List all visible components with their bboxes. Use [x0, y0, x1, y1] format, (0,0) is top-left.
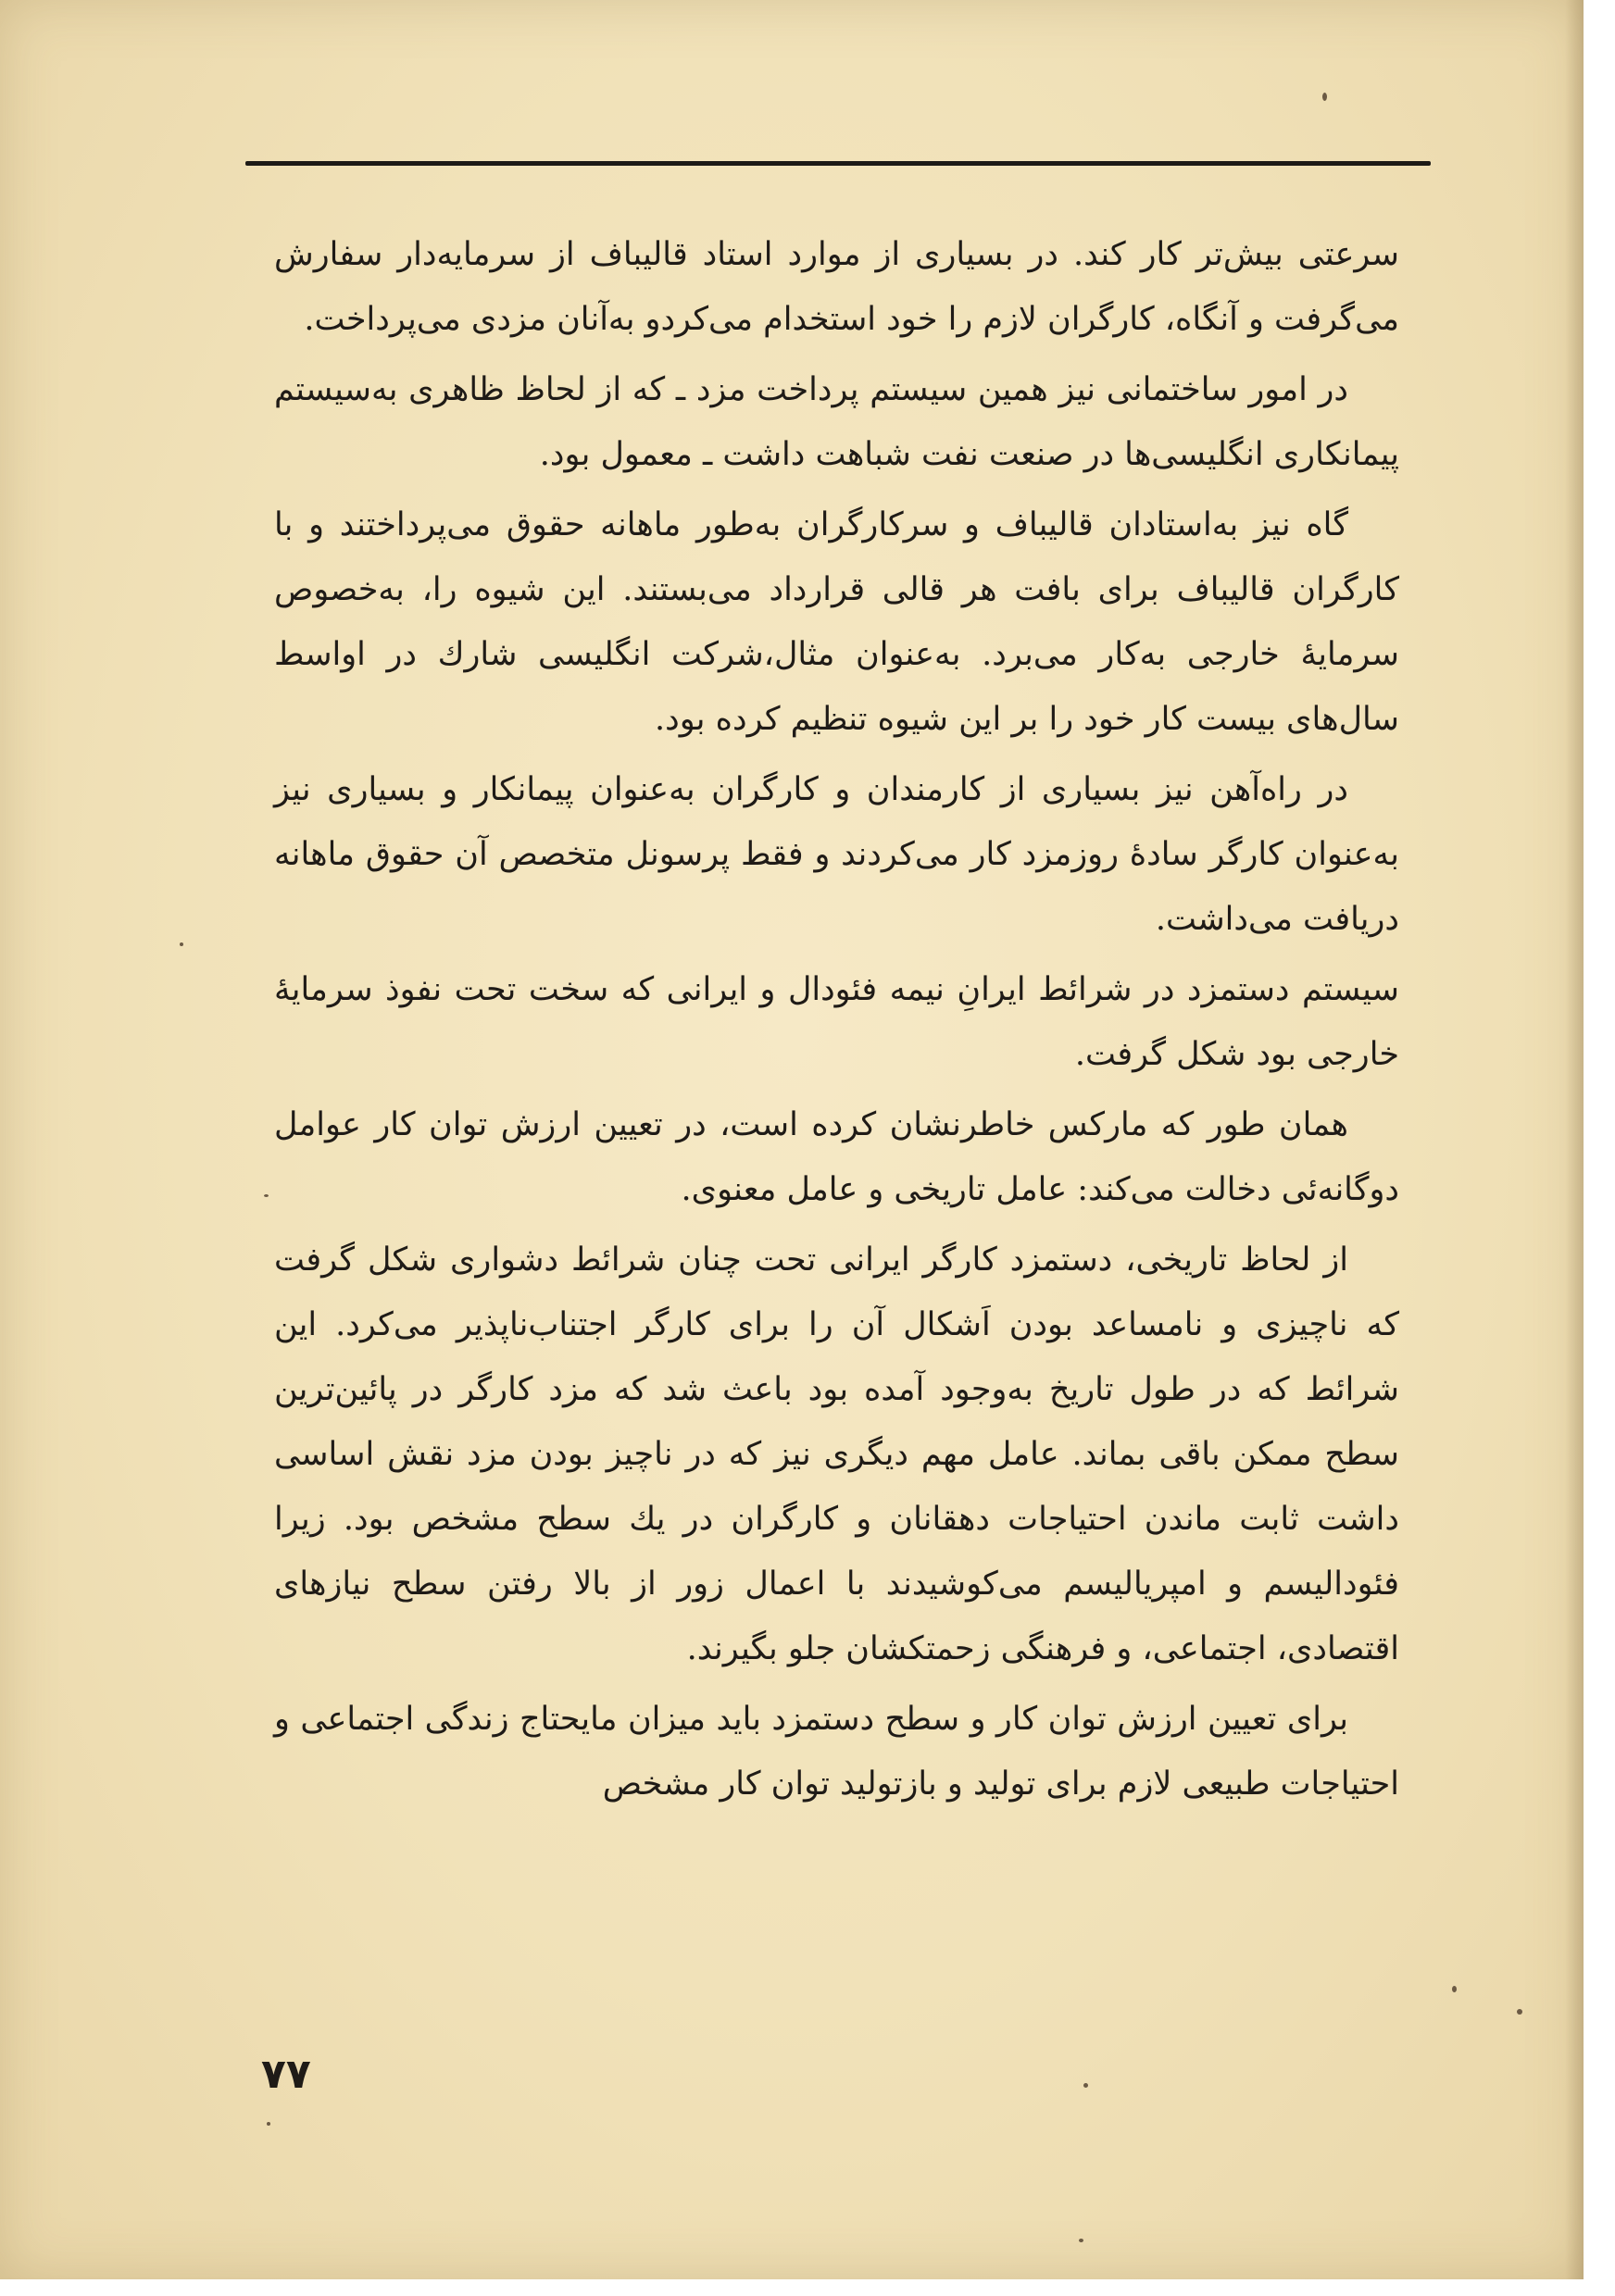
paragraph-6: همان طور که مارکس خاطرنشان کرده است، در تعیین ارزش توان کار عوامل دوگانه‌ئی دخالت می‌کند: عامل تاریخی و عامل معنوی. [274, 1106, 1399, 1208]
paper-speck [1452, 1986, 1457, 1992]
paragraph-5: سیستم دستمزد در شرائط ایرانِ نیمه فئودال و ایرانی که سخت تحت نفوذ سرمایهٔ خارجی بود شکل گرفت. [274, 971, 1399, 1073]
paper-speck [1079, 2239, 1083, 2242]
page-edge-shadow [1565, 0, 1584, 2279]
paragraph-8: برای تعیین ارزش توان کار و سطح دستمزد باید میزان مایحتاج زندگی اجتماعی و احتیاجات طبیعی لازم برای تولید و بازتولید توان کار مشخص [274, 1701, 1399, 1803]
paper-speck [267, 2122, 270, 2126]
body-text [274, 222, 1399, 1822]
paper-speck [1083, 2083, 1088, 2088]
paragraph-7: از لحاظ تاریخی، دستمزد کارگر ایرانی تحت چنان شرائط دشواری شکل گرفت که ناچیزی و نامساعد بودن اَشکال آن را برای کارگر اجتناب‌ناپذیر می‌کرد. این شرائط که در طول تاریخ به‌وجود آمده بود باعث شد که مزد کارگر در پائین‌ترین سطح ممکن باقی بماند. عامل مهم دیگری نیز که در ناچیز بودن مزد نقش اساسی داشت ثابت ماندن احتیاجات دهقانان و کارگران در یك سطح مشخص بود. زیرا فئودالیسم و امپریالیسم می‌کوشیدند با اعمال زور از بالا رفتن سطح نیازهای اقتصادی، اجتماعی، و فرهنگی زحمتکشان جلو بگیرند. [274, 1242, 1399, 1667]
paragraph-4: در راه‌آهن نیز بسیاری از کارمندان و کارگران به‌عنوان پیمانکار و بسیاری نیز به‌عنوان کارگر سادهٔ روزمزد کار می‌کردند و فقط پرسونل متخصص آن حقوق ماهانه دریافت می‌داشت. [274, 771, 1399, 938]
page-number: ۷۷ [261, 2051, 311, 2098]
header-rule [245, 161, 1431, 166]
paper-speck [1517, 2009, 1522, 2015]
paper-speck [264, 1194, 269, 1197]
paper-speck [1322, 93, 1327, 101]
paragraph-3: گاه نیز به‌استادان قالیباف و سرکارگران به‌طور ماهانه حقوق می‌پرداختند و با کارگران قالیباف برای بافت هر قالی قرارداد می‌بستند. این شیوه را، به‌خصوص سرمایهٔ خارجی به‌کار می‌برد. به‌عنوان مثال،شرکت انگلیسی شارك در اواسط سال‌های بیست کار خود را بر این شیوه تنظیم کرده بود. [274, 506, 1399, 738]
paragraph-1: سرعتی بیش‌تر کار کند. در بسیاری از موارد استاد قالیباف از سرمایه‌دار سفارش می‌گرفت و آنگاه، کارگران لازم را خود استخدام می‌کردو به‌آنان مزدی می‌پرداخت. [274, 236, 1399, 338]
paragraph-2: در امور ساختمانی نیز همین سیستم پرداخت مزد ـ که از لحاظ ظاهری به‌سیستم پیمانکاری انگلیسی‌ها در صنعت نفت شباهت داشت ـ معمول بود. [274, 371, 1399, 473]
paper-speck [180, 942, 183, 946]
